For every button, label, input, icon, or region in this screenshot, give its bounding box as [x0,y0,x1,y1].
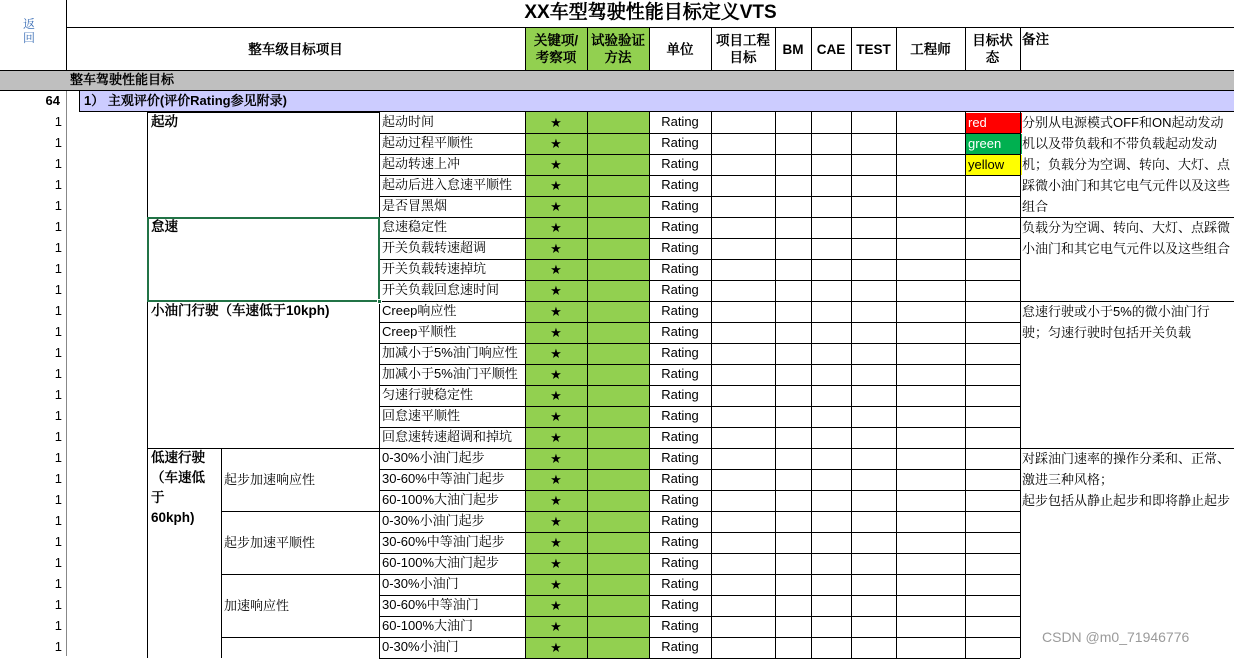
header-col-border [587,28,588,70]
row-item[interactable]: 起动过程平顺性 [382,135,474,150]
key-item-star: ★ [550,136,562,151]
row-unit: Rating [661,114,699,129]
row-item[interactable]: 30-60%中等油门起步 [382,471,505,486]
sheet-title: XX车型驾驶性能目标定义VTS [524,2,777,23]
key-item-star: ★ [550,472,562,487]
remark-text: 起步包括从静止起步和即将静止起步 [1022,493,1231,508]
key-item-star: ★ [550,115,562,130]
grid-col-border [851,112,852,658]
row-item[interactable]: 加减小于5%油门平顺性 [382,366,518,381]
row-item[interactable]: 起动时间 [382,114,435,129]
header-bm: BM [782,41,804,57]
row-item[interactable]: 60-100%大油门起步 [382,555,500,570]
row-unit: Rating [661,282,699,297]
row-item[interactable]: 匀速行驶稳定性 [382,387,474,402]
row-level: 1 [54,471,62,486]
row-item[interactable]: 0-30%小油门起步 [382,450,485,465]
remark-border [1020,301,1234,302]
subcategory-border [221,511,379,512]
subsection-count: 64 [45,93,60,108]
row-unit: Rating [661,303,699,318]
header-cae: CAE [816,41,846,57]
row-level: 1 [54,324,62,339]
key-item-star: ★ [550,577,562,592]
row-item[interactable]: 开关负载转速超调 [382,240,487,255]
selected-cell[interactable] [147,217,380,302]
key-item-star: ★ [550,556,562,571]
row-level: 1 [54,618,62,633]
row-item[interactable]: 60-100%大油门 [382,618,474,633]
key-item-star: ★ [550,514,562,529]
key-item-star: ★ [550,178,562,193]
remark-text: 对踩油门速率的操作分柔和、正常、激进三种风格； [1022,451,1231,487]
row-item[interactable]: Creep响应性 [382,303,457,318]
row-item[interactable]: Creep平顺性 [382,324,457,339]
subcategory-border [221,574,379,575]
row-level: 1 [54,261,62,276]
subcategory-label: 起步加速响应性 [224,471,316,487]
category-col-border [147,112,148,658]
key-item-star: ★ [550,220,562,235]
key-item-star: ★ [550,283,562,298]
row-unit: Rating [661,135,699,150]
key-item-star: ★ [550,388,562,403]
key-item-star: ★ [550,619,562,634]
remark-border [1020,448,1234,449]
category-label-line: （车速低 [151,470,205,485]
key-item-star: ★ [550,304,562,319]
header-col-border [1020,28,1021,70]
row-item[interactable]: 起动后进入怠速平顺性 [382,177,513,192]
row-item[interactable]: 0-30%小油门起步 [382,513,485,528]
category-label: 小油门行驶（车速低于10kph) [151,303,330,318]
row-unit: Rating [661,261,699,276]
row-level: 1 [54,303,62,318]
category-label: 起动 [151,114,178,129]
row-level: 1 [54,240,62,255]
row-unit: Rating [661,639,699,654]
row-unit: Rating [661,555,699,570]
row-level: 1 [54,219,62,234]
row-level: 1 [54,177,62,192]
row-unit: Rating [661,198,699,213]
key-item-star: ★ [550,409,562,424]
row-level: 1 [54,345,62,360]
row-level: 1 [54,450,62,465]
row-level: 1 [54,639,62,654]
remark-cell: 分别从电源模式OFF和ON起动发动机以及带负载和不带负载起动发动机；负载分为空调、转向、大灯、点踩微小油门和其它电气元件以及这些组合 [1022,115,1231,214]
header-target-status: 目标状态 [972,33,1013,65]
row-unit: Rating [661,534,699,549]
row-unit: Rating [661,240,699,255]
row-item[interactable]: 60-100%大油门起步 [382,492,500,507]
row-unit: Rating [661,156,699,171]
row-unit: Rating [661,450,699,465]
header-test-method: 试验验证方法 [587,28,649,70]
row-item[interactable]: 0-30%小油门 [382,639,459,654]
remark-cell: 负载分为空调、转向、大灯、点踩微小油门和其它电气元件以及这些组合 [1022,220,1231,256]
header-col-border [775,28,776,70]
header-test: TEST [856,41,891,57]
subcategory-border [221,637,379,638]
row-unit: Rating [661,387,699,402]
row-unit: Rating [661,597,699,612]
grid-col-border [649,112,650,658]
grid-col-border [811,112,812,658]
row-item[interactable]: 0-30%小油门 [382,576,459,591]
row-level: 1 [54,366,62,381]
row-level: 1 [54,492,62,507]
grid-col-border [587,112,588,658]
header-col-border [525,28,526,70]
watermark: CSDN @m0_71946776 [1042,629,1190,645]
header-unit: 单位 [666,41,694,57]
key-item-star: ★ [550,430,562,445]
target-status-badge[interactable]: green [966,134,1022,154]
category-label [151,448,219,528]
subcategory-label: 加速响应性 [224,597,290,613]
category-label-line: 60kph) [151,510,195,525]
header-col-border [649,28,650,70]
key-item-star: ★ [550,241,562,256]
row-unit: Rating [661,345,699,360]
row-unit: Rating [661,177,699,192]
row-item[interactable]: 回怠速转速超调和掉坑 [382,429,513,444]
selection-fill-handle[interactable] [377,299,382,304]
row-level: 1 [54,198,62,213]
header-project-target: 项目工程目标 [716,33,770,65]
remark-cell [1022,448,1233,511]
category-label: 怠速 [151,219,178,234]
left-gutter-border-lower [66,70,67,656]
subcategory-label: 起步加速平顺性 [224,534,316,550]
grid-col-border [775,112,776,658]
key-item-star: ★ [550,451,562,466]
grid-col-border [711,112,712,658]
key-item-star: ★ [550,346,562,361]
row-item[interactable]: 回怠速平顺性 [382,408,461,423]
row-level: 1 [54,114,62,129]
row-level: 1 [54,408,62,423]
row-level: 1 [54,429,62,444]
row-unit: Rating [661,618,699,633]
row-unit: Rating [661,429,699,444]
category-label-line: 于 [151,490,165,505]
key-item-star: ★ [550,535,562,550]
header-key-item: 关键项/考察项 [525,28,587,70]
subsection-label: 1） 主观评价(评价Rating参见附录) [84,93,287,108]
header-col-border [851,28,852,70]
grid-col-border [379,112,380,658]
header-remark: 备注 [1022,32,1049,47]
section-label: 整车驾驶性能目标 [70,72,175,87]
target-status-badge[interactable]: red [966,113,1022,133]
remark-cell: 怠速行驶或小于5%的微小油门行驶；匀速行驶时包括开关负载 [1022,304,1210,340]
grid-col-border [1020,112,1021,658]
row-unit: Rating [661,408,699,423]
row-item[interactable]: 起动转速上冲 [382,156,461,171]
header-engineer: 工程师 [910,41,951,57]
row-unit: Rating [661,324,699,339]
row-item[interactable]: 开关负载回怠速时间 [382,282,500,297]
row-level: 1 [54,135,62,150]
header-col-border [711,28,712,70]
row-level: 1 [54,576,62,591]
row-level: 1 [54,555,62,570]
row-unit: Rating [661,576,699,591]
row-item[interactable]: 是否冒黑烟 [382,198,448,213]
key-item-star: ★ [550,199,562,214]
row-level: 1 [54,534,62,549]
row-level: 1 [54,597,62,612]
row-unit: Rating [661,471,699,486]
grid-col-border [525,112,526,658]
grid-col-border [896,112,897,658]
row-item[interactable]: 30-60%中等油门 [382,597,479,612]
row-level: 1 [54,513,62,528]
remark-border [1020,217,1234,218]
row-unit: Rating [661,219,699,234]
key-item-star: ★ [550,157,562,172]
row-item[interactable]: 怠速稳定性 [382,219,448,234]
subcategory-col-border [221,448,222,658]
row-item[interactable]: 30-60%中等油门起步 [382,534,505,549]
row-unit: Rating [661,492,699,507]
row-item[interactable]: 开关负载转速掉坑 [382,261,487,276]
header-col-border [811,28,812,70]
row-level: 1 [54,156,62,171]
category-label-line: 低速行驶 [151,450,205,465]
target-status-badge[interactable]: yellow [966,155,1022,175]
grid-col-border [965,112,966,658]
key-item-star: ★ [550,325,562,340]
row-level: 1 [54,282,62,297]
header-item: 整车级目标项目 [248,41,343,57]
row-level: 1 [54,387,62,402]
category-border [147,112,379,113]
section-row [0,70,1234,91]
key-item-star: ★ [550,367,562,382]
key-item-star: ★ [550,598,562,613]
header-col-border [896,28,897,70]
header-col-border [965,28,966,70]
row-item[interactable]: 加减小于5%油门响应性 [382,345,518,360]
key-item-star: ★ [550,493,562,508]
category-border [147,448,379,449]
row-unit: Rating [661,366,699,381]
back-link[interactable]: 返回 [22,17,35,45]
key-item-star: ★ [550,640,562,655]
row-unit: Rating [661,513,699,528]
key-item-star: ★ [550,262,562,277]
